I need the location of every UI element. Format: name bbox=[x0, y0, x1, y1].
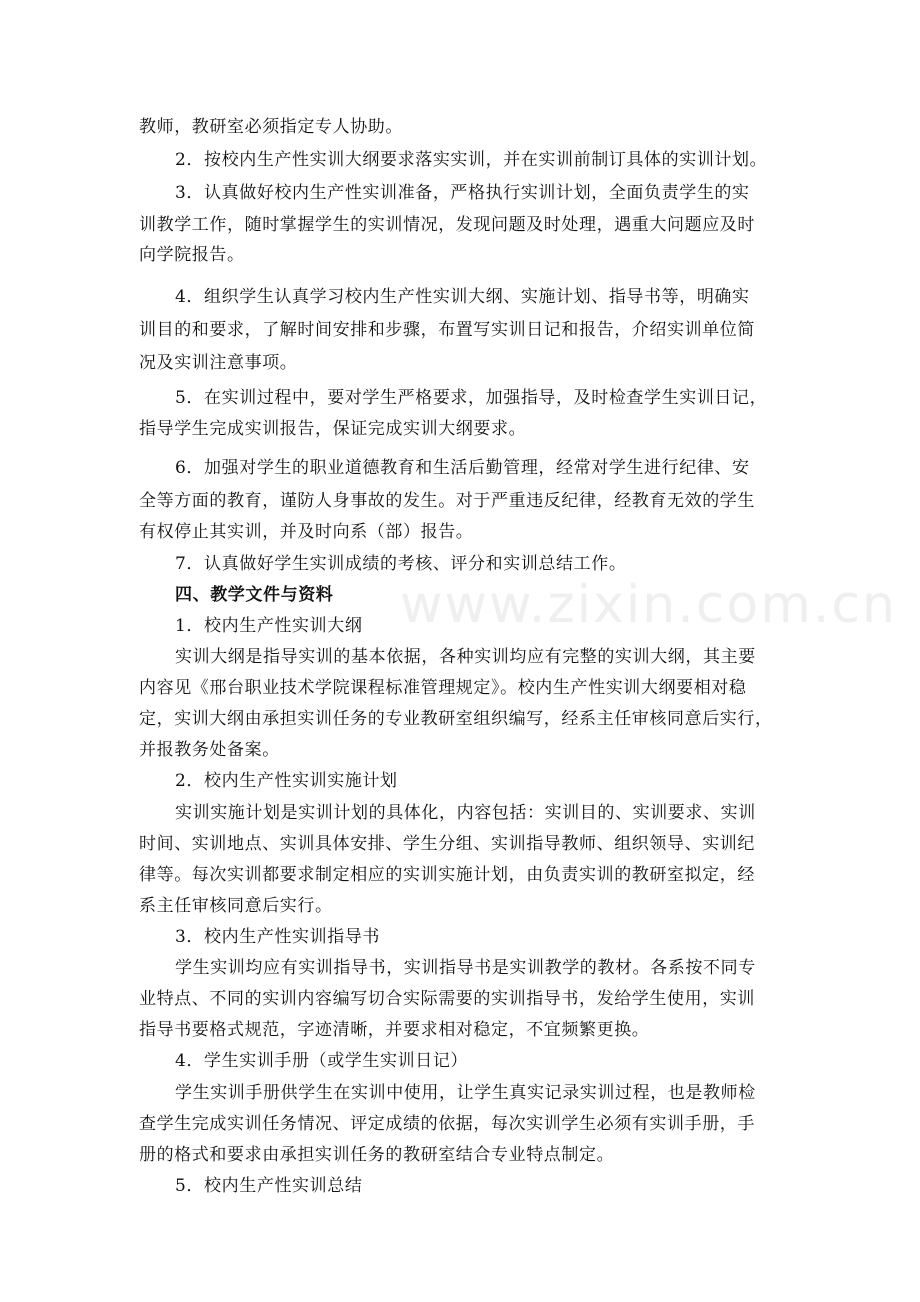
text-line: 向学院报告。 bbox=[139, 245, 245, 265]
text-line: 训目的和要求，了解时间安排和步骤，布置写实训日记和报告，介绍实训单位简 bbox=[139, 320, 755, 340]
text-line: 4．组织学生认真学习校内生产性实训大纲、实施计划、指导书等，明确实 bbox=[175, 287, 750, 307]
subsection-heading: 2．校内生产性实训实施计划 bbox=[175, 771, 398, 791]
subsection-heading: 3．校内生产性实训指导书 bbox=[175, 927, 381, 947]
text-line: 律等。每次实训都要求制定相应的实训实施计划，由负责实训的教研室拟定，经 bbox=[139, 865, 755, 885]
text-line: 学生实训手册供学生在实训中使用，让学生真实记录实训过程，也是教师检 bbox=[175, 1083, 756, 1103]
text-line: 7．认真做好学生实训成绩的考核、评分和实训总结工作。 bbox=[175, 554, 627, 574]
text-line: 定，实训大纲由承担实训任务的专业教研室组织编写，经系主任审核同意后实行， bbox=[139, 709, 773, 729]
subsection-heading: 4．学生实训手册（或学生实训日记） bbox=[175, 1051, 469, 1071]
text-line: 学生实训均应有实训指导书，实训指导书是实训教学的教材。各系按不同专 bbox=[175, 958, 756, 978]
text-line: 指导书要格式规范，字迹清晰，并要求相对稳定，不宜频繁更换。 bbox=[139, 1020, 650, 1040]
text-line: 系主任审核同意后实行。 bbox=[139, 896, 333, 916]
text-line: 业特点、不同的实训内容编写切合实际需要的实训指导书，发给学生使用，实训 bbox=[139, 989, 755, 1009]
subsection-heading: 5．校内生产性实训总结 bbox=[175, 1176, 363, 1196]
text-line: 5．在实训过程中，要对学生严格要求，加强指导，及时检查学生实训日记， bbox=[175, 388, 768, 408]
text-line: 实训大纲是指导实训的基本依据，各种实训均应有完整的实训大纲，其主要 bbox=[175, 647, 756, 667]
text-line: 实训实施计划是实训计划的具体化，内容包括：实训目的、实训要求、实训 bbox=[175, 803, 756, 823]
section-heading: 四、教学文件与资料 bbox=[175, 585, 334, 605]
text-line: 查学生完成实训任务情况、评定成绩的依据，每次实训学生必须有实训手册，手 bbox=[139, 1114, 755, 1134]
text-line: 有权停止其实训，并及时向系（部）报告。 bbox=[139, 522, 474, 542]
subsection-heading: 1．校内生产性实训大纲 bbox=[175, 616, 363, 636]
text-line: 册的格式和要求由承担实训任务的教研室结合专业特点制定。 bbox=[139, 1145, 615, 1165]
text-line: 训教学工作，随时掌握学生的实训情况，发现问题及时处理，遇重大问题应及时 bbox=[139, 215, 755, 235]
watermark: www.zixin.com.cn bbox=[400, 575, 897, 635]
text-line: 6．加强对学生的职业道德教育和生活后勤管理，经常对学生进行纪律、安 bbox=[175, 458, 750, 478]
text-line: 教师，教研室必须指定专人协助。 bbox=[139, 117, 403, 137]
text-line: 时间、实训地点、实训具体安排、学生分组、实训指导教师、组织领导、实训纪 bbox=[139, 834, 755, 854]
text-line: 2．按校内生产性实训大纲要求落实实训，并在实训前制订具体的实训计划。 bbox=[175, 150, 768, 170]
text-line: 内容见《邢台职业技术学院课程标准管理规定》。校内生产性实训大纲要相对稳 bbox=[139, 678, 747, 698]
text-line: 指导学生完成实训报告，保证完成实训大纲要求。 bbox=[139, 419, 527, 439]
text-line: 况及实训注意事项。 bbox=[139, 353, 298, 373]
text-line: 全等方面的教育，谨防人身事故的发生。对于严重违反纪律，经教育无效的学生 bbox=[139, 491, 755, 511]
text-line: 3．认真做好校内生产性实训准备，严格执行实训计划，全面负责学生的实 bbox=[175, 183, 750, 203]
text-line: 并报教务处备案。 bbox=[139, 740, 280, 760]
